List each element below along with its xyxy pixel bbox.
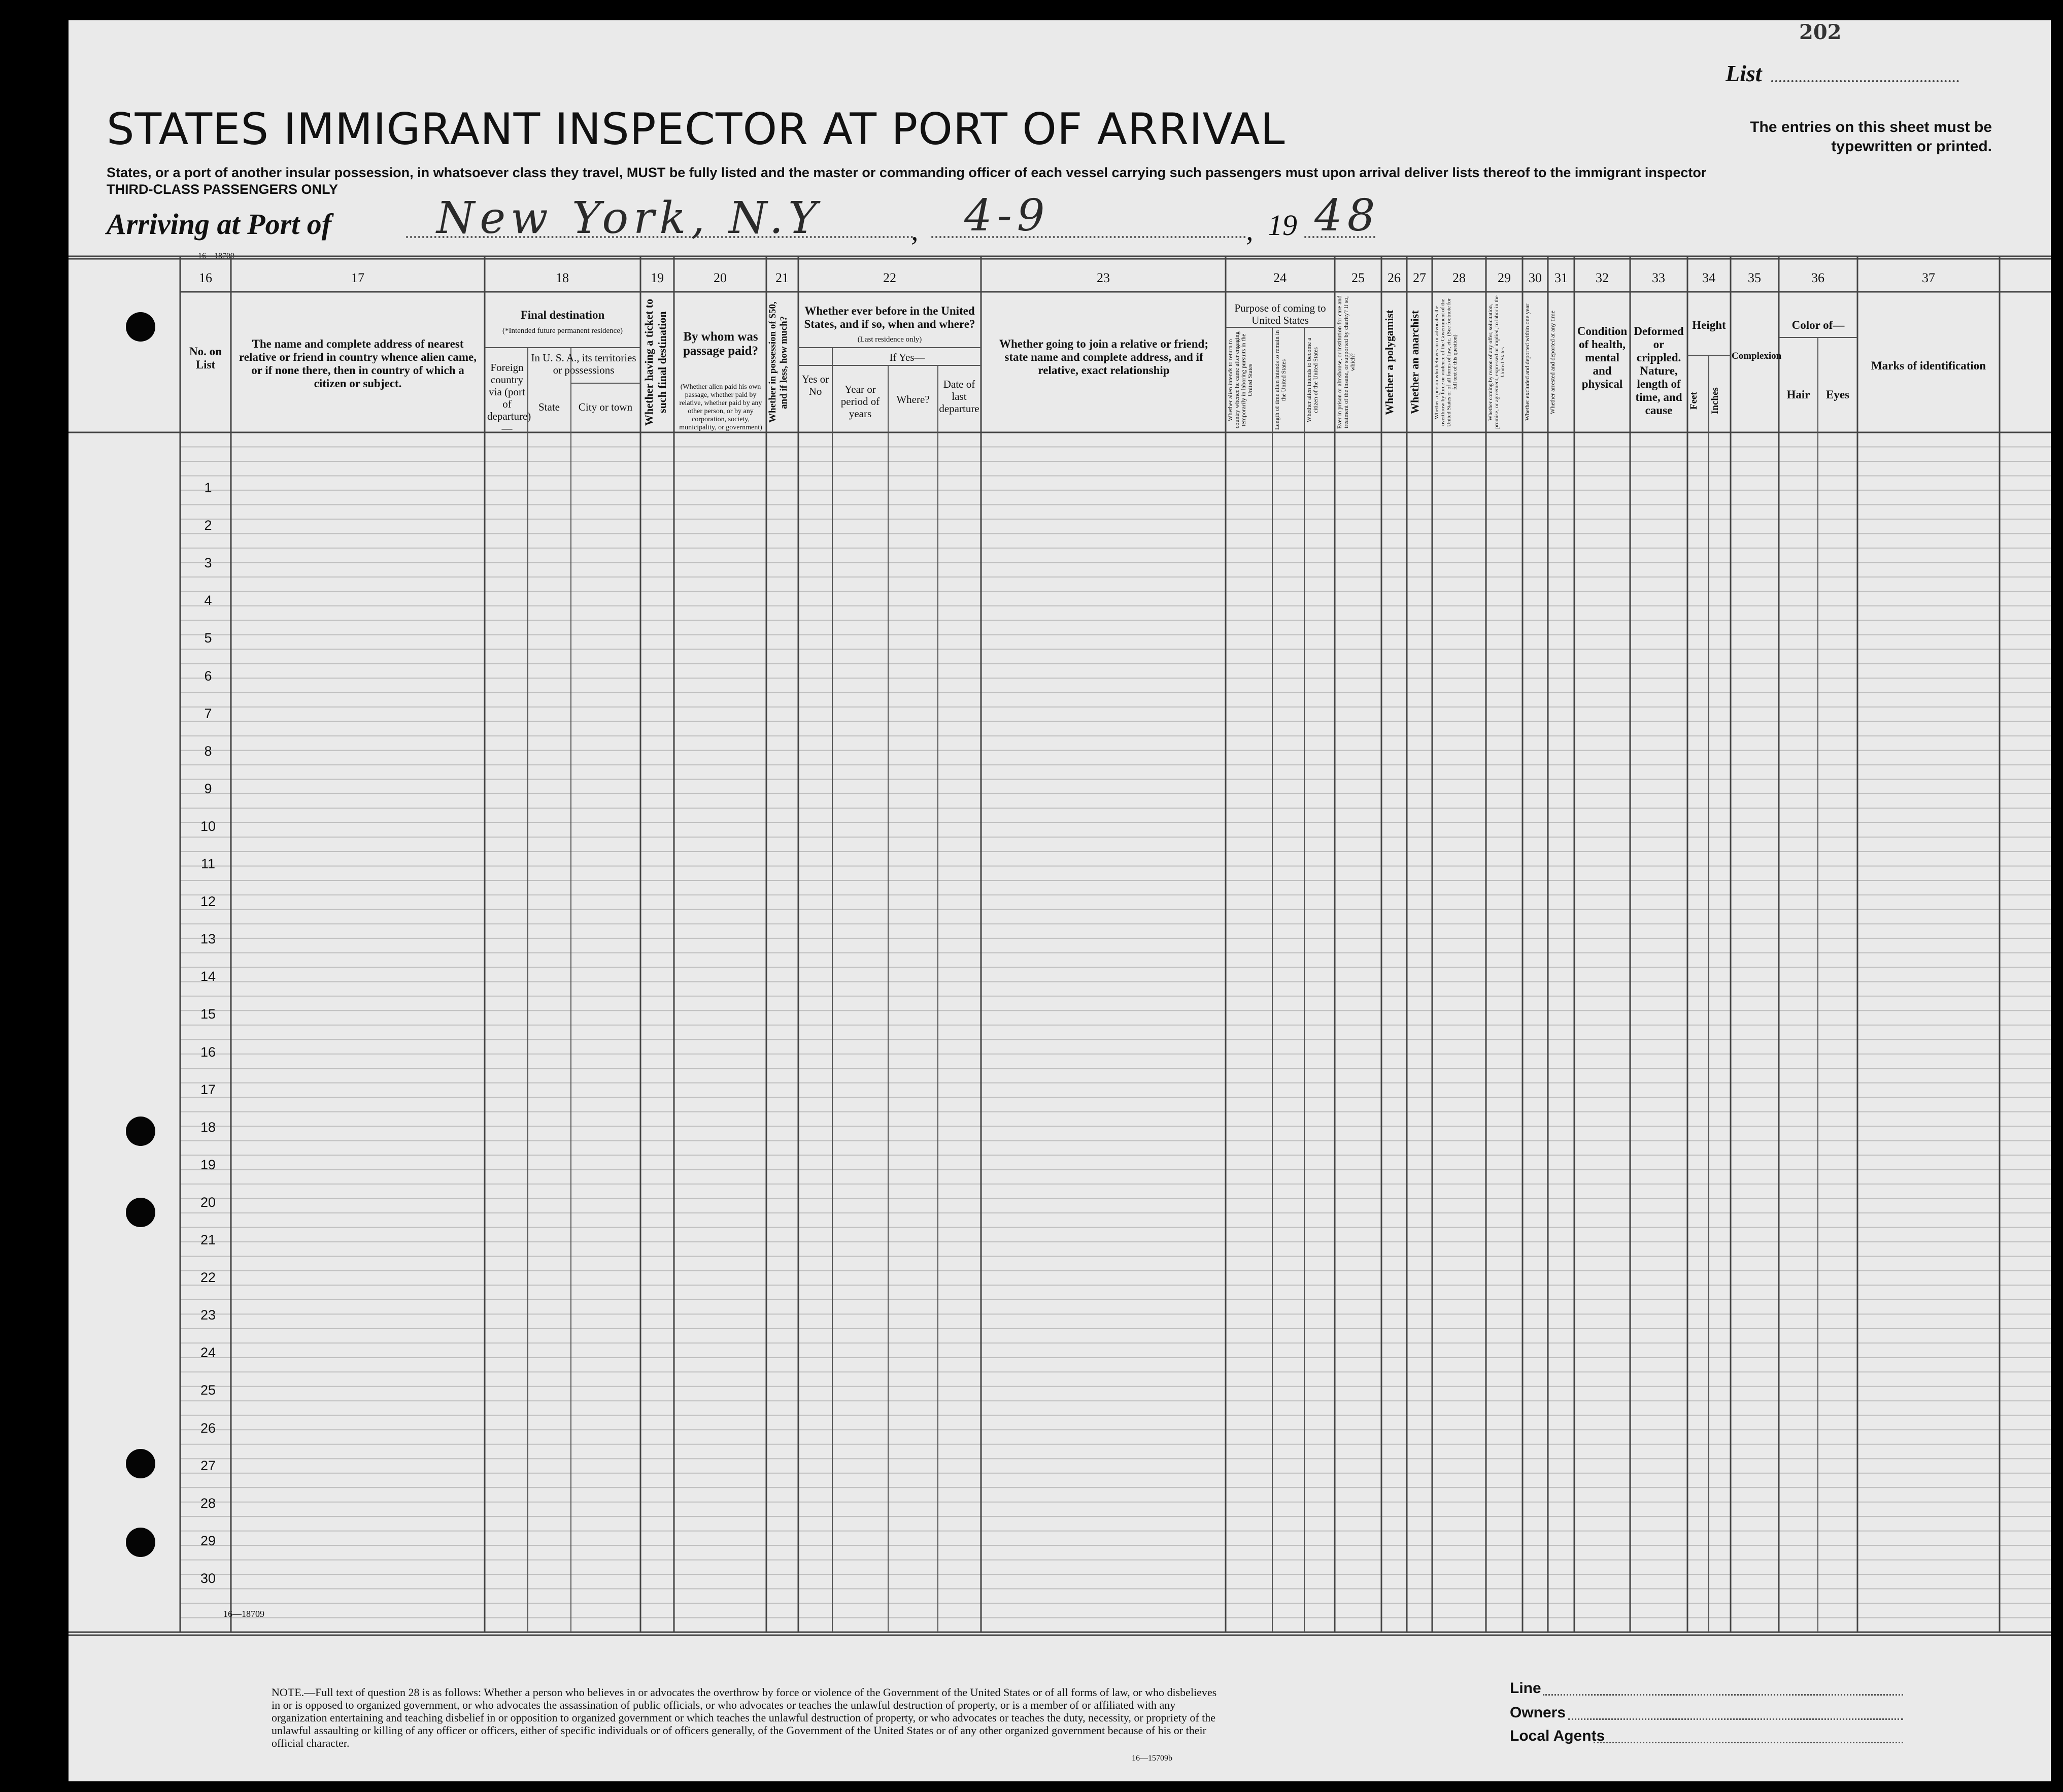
header-health: Condition of health, mental and physical (1577, 325, 1628, 390)
list-label: List (1726, 60, 1762, 86)
column-number-23: 23 (1097, 271, 1110, 285)
header-hair: Hair (1786, 388, 1810, 401)
header-yes-or-no: Yes or No (801, 373, 829, 397)
row-number: 12 (200, 894, 216, 909)
header-join-relative: Whether going to join a relative or friend; state name and complete address, and if relative, exact relationship (999, 337, 1209, 377)
header-labor-offer: Whether coming by reason of any offer, solicitation, promise, or agreement, expressed or implied, to labor in the United States (1487, 295, 1506, 429)
header-final-destination-sub: (*Intended future permanent residence) (502, 327, 623, 335)
port-label: Arriving at Port of (107, 208, 332, 241)
row-number: 24 (200, 1345, 216, 1361)
row-number: 16 (200, 1044, 216, 1060)
column-number-24: 24 (1273, 271, 1287, 285)
column-number-26: 26 (1388, 271, 1401, 285)
column-number-25: 25 (1351, 271, 1365, 285)
header-inches: Inches (1710, 387, 1720, 415)
row-number: 4 (204, 593, 212, 608)
row-number: 17 (200, 1081, 216, 1097)
column-number-16: 16 (199, 271, 212, 285)
header-feet: Feet (1688, 392, 1699, 410)
year-printed: 19 (1268, 209, 1297, 242)
column-number-17: 17 (351, 271, 364, 285)
header-in-usa: In U. S. A., its territories or possessions (531, 352, 636, 376)
header-where: Where? (896, 393, 930, 405)
header-purpose-length: Length of time alien intends to remain in the United States (1273, 330, 1287, 430)
header-final-destination: Final destination (520, 309, 605, 321)
row-number: 27 (200, 1458, 216, 1473)
header-deformed: Deformed or crippled. Nature, length of time, and cause (1634, 325, 1684, 417)
header-possession-fifty: Whether in possession of $50, and if less, how much? (767, 301, 789, 423)
header-if-yes: If Yes— (889, 351, 925, 363)
column-number-36: 36 (1811, 271, 1824, 285)
header-ticket: Whether having a ticket to such final destination (642, 298, 668, 426)
row-number: 19 (200, 1157, 216, 1172)
header-eyes: Eyes (1826, 388, 1849, 401)
header-polygamist: Whether a polygamist (1383, 310, 1396, 415)
column-number-18: 18 (556, 271, 569, 285)
column-number-19: 19 (651, 271, 664, 285)
row-number: 13 (200, 931, 216, 947)
row-number: 29 (200, 1533, 216, 1548)
header-excluded: Whether excluded and deported within one year (1524, 303, 1531, 421)
column-number-35: 35 (1748, 271, 1761, 285)
row-number: 11 (200, 856, 216, 871)
local-agents-field[interactable] (1594, 1742, 1903, 1743)
row-number: 18 (200, 1119, 216, 1135)
row-number: 22 (200, 1270, 216, 1286)
form-code-top: 16—18709 (198, 252, 234, 260)
row-number: 30 (200, 1570, 216, 1586)
header-marks: Marks of identification (1871, 359, 1986, 372)
header-anarchist: Whether an anarchist (1408, 310, 1421, 415)
page-number: 202 (1799, 20, 1842, 44)
row-number: 23 (200, 1307, 216, 1323)
column-number-28: 28 (1452, 271, 1466, 285)
row-number: 3 (204, 555, 212, 571)
column-number-31: 31 (1554, 271, 1568, 285)
row-number: 9 (204, 781, 212, 796)
port-value: New York, N.Y (436, 193, 822, 244)
header-prison: Ever in prison or almshouse, or institution for care and treatment of the insane, or supported by charity? If so, which? (1336, 295, 1356, 429)
header-date-departure: Date of last departure (939, 378, 979, 415)
year-value: 48 (1314, 190, 1380, 241)
owners-field[interactable] (1568, 1718, 1903, 1720)
row-number: 6 (204, 668, 212, 684)
column-number-22: 22 (883, 271, 896, 285)
header-passage-paid-sub: (Whether alien paid his own passage, whether paid by relative, whether paid by any other person, or by any corporation, society, municipality, or government) (679, 383, 762, 431)
row-number: 14 (200, 969, 216, 985)
header-no-on-list: No. on List (189, 345, 222, 371)
row-number: 20 (200, 1194, 216, 1210)
header-complexion: Complexion (1732, 351, 1782, 361)
row-number: 10 (200, 818, 216, 834)
column-number-37: 37 (1922, 271, 1935, 285)
column-number-32: 32 (1596, 271, 1609, 285)
instruction-note: The entries on this sheet must be typewritten or printed. (1750, 119, 1992, 155)
column-number-27: 27 (1413, 271, 1426, 285)
column-number-20: 20 (714, 271, 727, 285)
header-purpose-return: Whether alien intends to return to country whence he came after engaging temporarily in laboring pursuits in the United States (1227, 331, 1254, 429)
subtitle: States, or a port of another insular possession, in whatsoever class they travel, MUST be fully listed and the master or commanding officer of each vessel carrying such passengers must upon arrival deliver lists thereof to the immigrant inspector (107, 165, 1707, 180)
header-years: Year or period of years (840, 383, 880, 420)
row-number: 15 (200, 1006, 216, 1022)
row-number: 8 (204, 743, 212, 759)
header-deported: Whether arrested and deported at any time (1549, 311, 1556, 414)
row-number: 28 (200, 1495, 216, 1511)
header-color-of: Color of— (1791, 319, 1845, 331)
row-number: 2 (204, 518, 212, 533)
row-number: 1 (204, 480, 212, 495)
owners-label: Owners (1510, 1704, 1566, 1721)
header-city-or-town: City or town (578, 401, 633, 413)
form-code-note: 16—15709b (1132, 1754, 1172, 1763)
header-question-28: Whether a person who believes in or advocates the overthrow by force or violence of the Government of the United States or of all forms of law, etc. (See footnote for full text of this question) (1434, 298, 1458, 427)
row-number: 7 (204, 705, 212, 721)
line-label: Line (1510, 1680, 1541, 1697)
column-number-34: 34 (1702, 271, 1715, 285)
header-nearest-relative: The name and complete address of nearest relative or friend in country whence alien came, or if none there, then in country of which a citizen or subject. (239, 337, 477, 390)
header-ever-before-us: Whether ever before in the United States, and if so, when and where? (804, 305, 975, 330)
passenger-class-label: THIRD-CLASS PASSENGERS ONLY (107, 182, 339, 197)
line-field[interactable] (1543, 1694, 1903, 1696)
column-number-29: 29 (1498, 271, 1511, 285)
header-passage-paid: By whom was passage paid? (683, 330, 758, 358)
column-number-21: 21 (775, 271, 789, 285)
page-title: STATES IMMIGRANT INSPECTOR AT PORT OF ARRIVAL (107, 104, 1286, 155)
header-purpose: Purpose of coming to United States (1234, 302, 1326, 326)
header-purpose-citizen: Whether alien intends to become a citizen of the United States (1305, 337, 1319, 423)
port-comma: , (911, 214, 919, 247)
header-state: State (538, 401, 560, 413)
header-foreign-country: Foreign country via (port of departure)— (487, 361, 531, 434)
row-number: 21 (200, 1232, 216, 1247)
row-number: 26 (200, 1420, 216, 1436)
row-number: 5 (204, 630, 212, 646)
column-number-30: 30 (1529, 271, 1542, 285)
form-code-bottom: 16—18709 (223, 1609, 264, 1619)
row-number: 25 (200, 1382, 216, 1398)
header-last-residence: (Last residence only) (857, 335, 922, 344)
local-agents-label: Local Agents (1510, 1728, 1605, 1744)
footnote-question-28: NOTE.—Full text of question 28 is as follows: Whether a person who believes in or advocates the overthrow by force or violence of the Government of the United States or of all forms of law, or who disbelieves in or is opposed to organized government, or who advocates the assassination of public officials, or who advocates or teaches the unlawful destruction of property, or is a member of or affiliated with any organization entertaining and teaching disbelief in or opposition to organized government or which teaches the unlawful destruction of property, or who advocates or teaches the duty, necessity, or propriety of the unlawful assaulting or killing of any officer or officers, either of specific individuals or of officers generally, of the Government of the United States or of any other organized government because of his or their official character. (272, 1686, 1217, 1749)
header-height: Height (1692, 319, 1726, 331)
date-comma: , (1246, 214, 1254, 247)
column-number-33: 33 (1652, 271, 1665, 285)
date-value: 4-9 (964, 190, 1050, 241)
